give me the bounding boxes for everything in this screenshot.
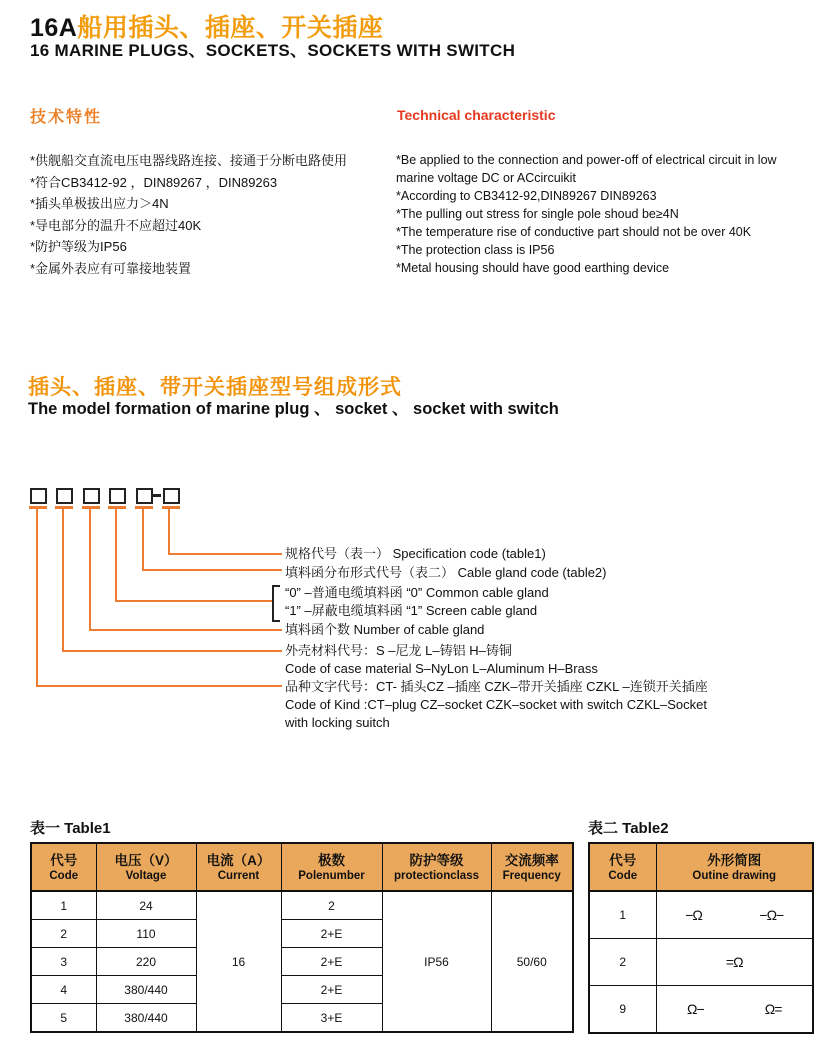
tech-item-en: *Metal housing should have good earthing device <box>396 261 670 275</box>
cell-frequency-merged: 50/60 <box>491 891 573 1032</box>
model-label-gland-code: 填料函分布形式代号（表二） Cable gland code (table2) <box>285 565 607 580</box>
gland-symbol-icon: −Ω <box>685 907 702 923</box>
table2-header-drawing <box>656 843 813 891</box>
table1 <box>30 842 574 1033</box>
connector-line <box>115 508 117 602</box>
model-label-gland-1: “1” –屏蔽电缆填料函 “1” Screen cable gland <box>285 603 538 618</box>
tech-item-en: *Be applied to the connection and power-off of electrical circuit in low marine voltage DC or ACcircuikit <box>396 153 777 185</box>
tech-item-en: *The temperature rise of conductive part should not be over 40K <box>396 225 752 239</box>
tech-heading-en: Technical characteristic <box>397 107 556 123</box>
model-code-box-2 <box>56 488 73 504</box>
table2-header-row <box>589 843 813 891</box>
code-underline <box>108 506 126 509</box>
model-label-spec-code: 规格代号（表一） Specification code (table1) <box>285 546 546 561</box>
header-cn: 极数 <box>318 852 345 868</box>
header-cn: 代号 <box>609 852 637 868</box>
model-label-material-cn: 外壳材料代号：S –尼龙 L–铸铝 H–铸铜 <box>285 643 512 658</box>
connector-line <box>36 685 282 687</box>
model-label-material-en: Code of case material S–NyLon L–Aluminum H–Brass <box>285 661 598 676</box>
model-code-box-6 <box>163 488 180 504</box>
header-en: Frequency <box>502 869 561 882</box>
table-row <box>589 891 813 939</box>
gland-symbol-icon: Ω− <box>687 1001 704 1017</box>
model-label-kind-en2: with locking suitch <box>285 715 390 730</box>
model-label-gland-count: 填料函个数 Number of cable gland <box>285 622 485 637</box>
code-underline <box>29 506 47 509</box>
model-code-box-1 <box>30 488 47 504</box>
code-underline <box>135 506 153 509</box>
tech-item-cn: *符合CB3412-92 ，DIN89267 ，DIN89263 <box>30 174 278 190</box>
tech-item-cn: *插头单极拔出应力＞4N <box>30 196 169 211</box>
header-cn: 外形简图 <box>707 852 762 868</box>
cell-code: 3 <box>31 948 96 976</box>
connector-line <box>142 508 144 571</box>
table1-caption: 表一 Table1 <box>30 820 111 837</box>
header-en: Outine drawing <box>692 869 777 882</box>
cell-code: 1 <box>31 891 96 920</box>
connector-line <box>142 569 282 571</box>
table2-caption: 表二 Table2 <box>588 820 669 837</box>
cell-code: 4 <box>31 976 96 1004</box>
header-en: Polenumber <box>298 869 365 882</box>
cell-outline-drawing <box>656 986 813 1034</box>
table2 <box>588 842 814 1034</box>
header-cn: 交流频率 <box>504 852 559 868</box>
gland-symbols <box>657 1001 813 1017</box>
header-en: Current <box>217 869 260 882</box>
cell-code: 2 <box>31 920 96 948</box>
model-label-gland-0: “0” –普通电缆填料函 “0” Common cable gland <box>285 585 549 600</box>
table-row <box>589 939 813 986</box>
tech-item-cn: *金属外表应有可靠接地装置 <box>30 260 192 276</box>
model-heading-en: The model formation of marine plug 、 socket 、 socket with switch <box>28 400 559 418</box>
cell-voltage: 380/440 <box>96 976 196 1004</box>
cell-code: 1 <box>589 891 656 939</box>
cell-pole: 3+E <box>281 1004 382 1033</box>
cell-code: 9 <box>589 986 656 1034</box>
header-cn: 电流（A） <box>206 852 271 868</box>
cell-pole: 2+E <box>281 976 382 1004</box>
header-en: Code <box>608 869 638 882</box>
table1-header-voltage <box>96 843 196 891</box>
table1-header-polenumber <box>281 843 382 891</box>
model-label-kind-en: Code of Kind :CT–plug CZ–socket CZK–socket with switch CZKL–Socket <box>285 697 707 712</box>
cell-voltage: 220 <box>96 948 196 976</box>
code-underline <box>55 506 73 509</box>
cell-code: 5 <box>31 1004 96 1033</box>
gland-symbol-icon: Ω= <box>764 1001 782 1017</box>
code-underline <box>82 506 100 509</box>
connector-line <box>89 629 282 631</box>
header-cn: 电压（V） <box>114 852 178 868</box>
tech-item-cn: *供舰船交直流电压电器线路连接、接通于分断电路使用 <box>30 153 348 168</box>
gland-symbols <box>657 907 813 923</box>
cell-current-merged: 16 <box>196 891 281 1032</box>
tech-item-en: *According to CB3412-92,DIN89267 DIN89263 <box>396 189 657 203</box>
header-en: Voltage <box>125 869 167 882</box>
table1-header-frequency <box>491 843 573 891</box>
model-heading-cn: 插头、插座、带开关插座型号组成形式 <box>28 376 402 399</box>
connector-line <box>62 508 64 652</box>
model-code-dash <box>152 494 161 497</box>
model-code-box-5 <box>136 488 153 504</box>
tech-item-en: *The protection class is IP56 <box>396 243 555 257</box>
cell-code: 2 <box>589 939 656 986</box>
cell-voltage: 110 <box>96 920 196 948</box>
connector-line <box>115 600 272 602</box>
table-row <box>31 891 573 920</box>
tech-list-cn <box>30 150 392 279</box>
connector-line <box>89 508 91 631</box>
code-underline <box>162 506 180 509</box>
gland-option-bracket <box>272 585 280 622</box>
cell-outline-drawing <box>656 891 813 939</box>
cell-outline-drawing <box>656 939 813 986</box>
tech-heading-cn: 技术特性 <box>30 109 103 126</box>
gland-symbol-icon: −Ω− <box>759 907 784 923</box>
model-code-box-3 <box>83 488 100 504</box>
tech-item-cn: *导电部分的温升不应超过40K <box>30 217 202 233</box>
header-cn: 代号 <box>50 852 78 868</box>
title-model-prefix: 16A <box>30 14 78 42</box>
cell-voltage: 380/440 <box>96 1004 196 1033</box>
connector-line <box>36 508 38 687</box>
tech-item-cn: *防护等级为IP56 <box>30 239 127 254</box>
cell-pole: 2+E <box>281 920 382 948</box>
table1-header-code <box>31 843 96 891</box>
cell-pole: 2+E <box>281 948 382 976</box>
table2-header-code <box>589 843 656 891</box>
connector-line <box>168 553 282 555</box>
connector-line <box>62 650 282 652</box>
header-en: Code <box>49 869 79 882</box>
model-label-kind-cn: 品种文字代号：CT- 插头CZ –插座 CZK–带开关插座 CZKL –连锁开关插座 <box>285 679 708 694</box>
gland-symbol-icon: =Ω <box>725 954 743 970</box>
connector-line <box>168 508 170 555</box>
table1-header-row <box>31 843 573 891</box>
model-code-box-4 <box>109 488 126 504</box>
cell-voltage: 24 <box>96 891 196 920</box>
tech-list-en <box>396 151 816 277</box>
gland-symbols <box>657 954 813 970</box>
header-cn: 防护等级 <box>409 852 464 868</box>
table1-header-current <box>196 843 281 891</box>
table-row <box>589 986 813 1034</box>
cell-protection-merged: IP56 <box>382 891 491 1032</box>
cell-pole: 2 <box>281 891 382 920</box>
tech-item-en: *The pulling out stress for single pole shoud be≥4N <box>396 207 679 221</box>
table1-header-protection <box>382 843 491 891</box>
title-chinese: 船用插头、插座、开关插座 <box>77 14 384 42</box>
header-en: protectionclass <box>394 869 479 882</box>
page-subtitle: 16 MARINE PLUGS、SOCKETS、SOCKETS WITH SWITCH <box>30 41 516 60</box>
